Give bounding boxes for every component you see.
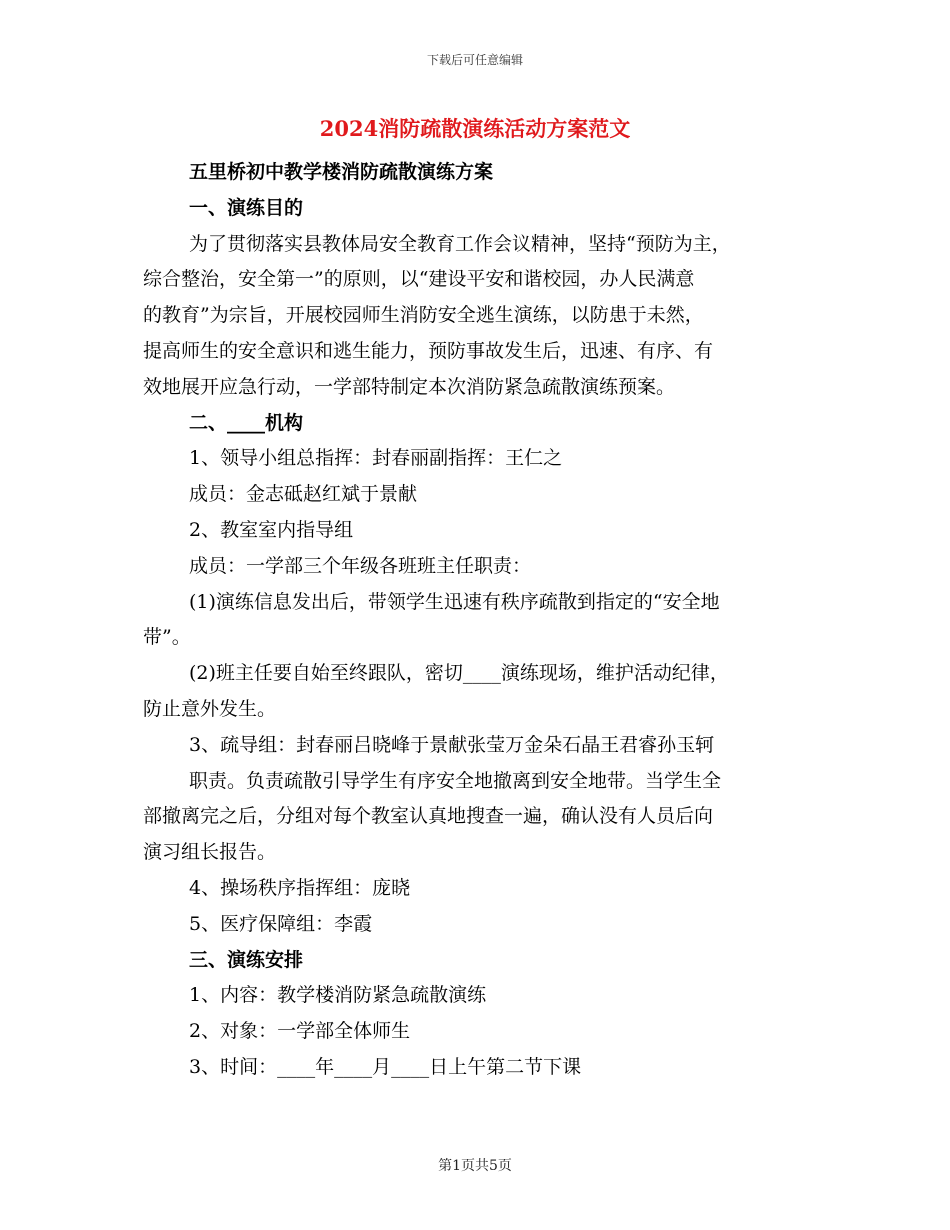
- paragraph-line: 3、时间：____年____月____日上午第二节下课: [189, 1055, 582, 1078]
- paragraph-line: 1、内容：教学楼消防紧急疏散演练: [189, 984, 487, 1007]
- paragraph-line: 防止意外发生。: [143, 697, 277, 720]
- document-title: 2024消防疏散演练活动方案范文: [319, 116, 631, 141]
- paragraph-line: (2)班主任要自始至终跟队，密切____演练现场，维护活动纪律，: [189, 662, 729, 685]
- subtitle-line: 五里桥初中教学楼消防疏散演练方案: [189, 161, 494, 183]
- header-note: 下载后可任意编辑: [426, 53, 523, 67]
- paragraph-line: 提高师生的安全意识和逃生能力，预防事故发生后，迅速、有序、有: [143, 339, 714, 362]
- paragraph-line: 部撤离完之后，分组对每个教室认真地搜查一遍，确认没有人员后向: [143, 805, 714, 828]
- section-heading: 三、演练安排: [189, 948, 304, 971]
- section-heading: 二、____机构: [189, 411, 304, 434]
- paragraph-line: 为了贯彻落实县教体局安全教育工作会议精神，坚持“预防为主，: [189, 232, 731, 255]
- paragraph-line: 2、教室室内指导组: [189, 518, 354, 541]
- paragraph-line: 成员：金志砥赵红斌于景献: [189, 483, 418, 506]
- document-body: [143, 155, 811, 1086]
- paragraph-line: 的教育”为宗旨，开展校园师生消防安全逃生演练，以防患于未然，: [143, 304, 704, 327]
- paragraph-line: 综合整治，安全第一”的原则，以“建设平安和谐校园，办人民满意: [143, 268, 695, 291]
- paragraph-line: 演习组长报告。: [143, 841, 277, 864]
- paragraph-line: 1、领导小组总指挥：封春丽副指挥：王仁之: [189, 447, 563, 470]
- paragraph-line: 职责。负责疏散引导学生有序安全地撤离到安全地带。当学生全: [189, 769, 722, 792]
- paragraph-line: 2、对象：一学部全体师生: [189, 1020, 411, 1043]
- section-heading: 一、演练目的: [189, 196, 304, 219]
- paragraph-line: 带”。: [143, 626, 191, 649]
- paragraph-line: 4、操场秩序指挥组：庞晓: [189, 876, 411, 899]
- paragraph-line: 效地展开应急行动，一学部特制定本次消防紧急疏散演练预案。: [143, 375, 676, 398]
- paragraph-line: 5、医疗保障组：李霞: [189, 912, 373, 935]
- paragraph-line: (1)演练信息发出后，带领学生迅速有秩序疏散到指定的“安全地: [189, 590, 720, 613]
- paragraph-line: 3、疏导组：封春丽吕晓峰于景献张莹万金朵石晶王君睿孙玉轲: [189, 733, 715, 756]
- page-footer: 第1页共5页: [438, 1158, 512, 1174]
- paragraph-line: 成员：一学部三个年级各班班主任职责：: [189, 554, 532, 577]
